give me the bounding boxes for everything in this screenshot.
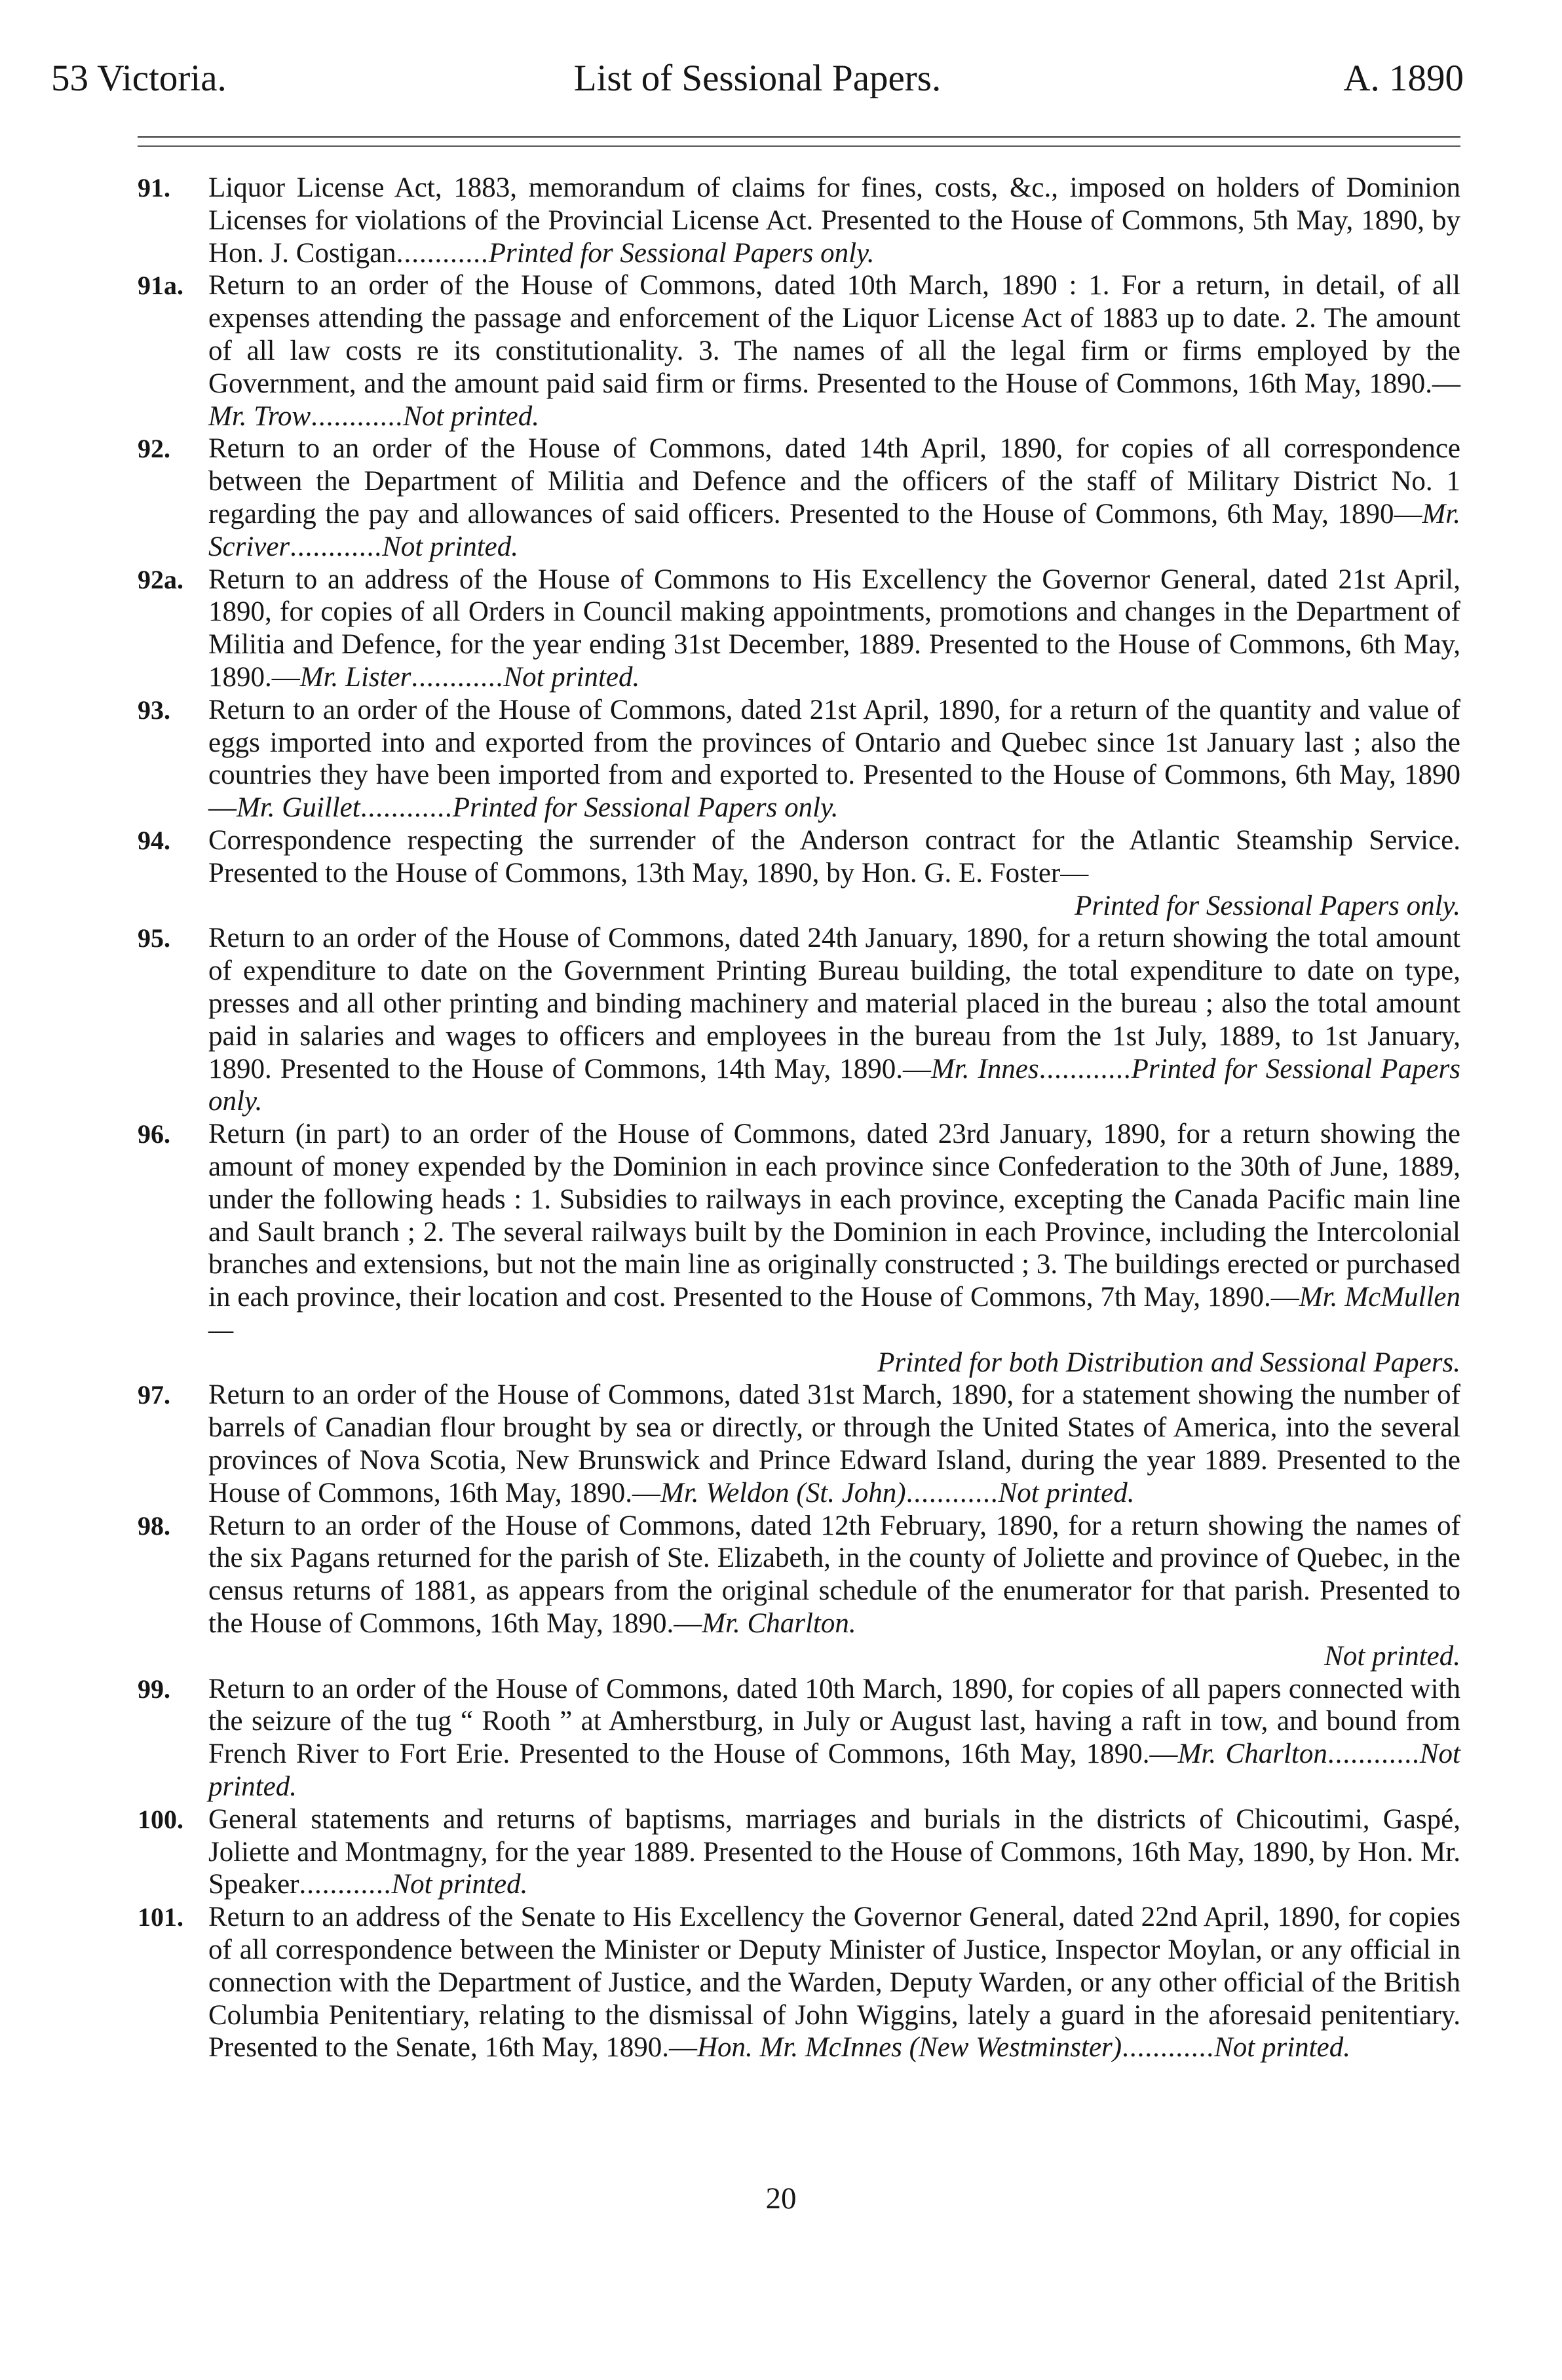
paper-status-note: Printed for Sessional Papers only. [1075, 890, 1460, 921]
paper-entry [138, 564, 1460, 694]
paper-mover: Mr. Guillet [237, 792, 360, 824]
paper-entry [138, 922, 1460, 1118]
paper-entry [138, 1379, 1460, 1509]
paper-entry [138, 172, 1460, 269]
paper-mover: Mr. Innes [930, 1053, 1039, 1084]
paper-entry [138, 1673, 1460, 1803]
leader-dots: ............ [396, 237, 489, 269]
paper-number: 93. [138, 695, 170, 725]
leader-dots: ............ [1122, 2032, 1215, 2063]
paper-status-note: Printed for Sessional Papers only. [208, 1053, 1460, 1117]
paper-status-note: Printed for both Distribution and Sessional Papers. [877, 1347, 1460, 1378]
leader-dots: ............ [311, 400, 404, 432]
paper-status-note: Not printed. [403, 400, 539, 432]
paper-description: Return to an order of the House of Commons, dated 24th January, 1890, for a return showing the total amount of expenditure to date on the Government Printing Bureau building, the total expenditure to date on type, presses and all other printing and binding machinery and material placed in the bureau ; also the total amount paid in salaries and wages to officers and employees in the bureau from the 1st July, 1889, to 1st January, 1890. Presented to the House of Commons, 14th May, 1890.— [208, 923, 1460, 1084]
paper-mover: Mr. Charlton. [702, 1608, 856, 1640]
leader-dots: ............ [299, 1869, 392, 1900]
paper-mover: Mr. McMullen— [208, 1282, 1460, 1345]
paper-number: 96. [138, 1119, 170, 1149]
header-rule-bottom [138, 145, 1460, 147]
paper-mover: Mr. Lister [299, 661, 411, 693]
paper-number: 97. [138, 1380, 170, 1410]
leader-dots: ............ [360, 792, 453, 824]
paper-description: Correspondence respecting the surrender of the Anderson contract for the Atlantic Steamship Service. Presented to the House of Commons, 13th May, 1890, by Hon. G. E. Foster— [208, 824, 1460, 889]
paper-status-note: Not printed. [503, 661, 640, 693]
header-rule-top [138, 136, 1460, 138]
paper-mover: Mr. Trow [208, 400, 311, 432]
paper-status-note: Not printed. [382, 531, 519, 562]
paper-mover: Mr. Charlton [1177, 1738, 1327, 1770]
leader-dots: ............ [1038, 1053, 1132, 1084]
paper-mover: Mr. Weldon (St. John) [660, 1477, 906, 1508]
paper-entry [138, 694, 1460, 824]
page-number: 20 [765, 2181, 797, 2216]
paper-description: Return to an order of the House of Commons, dated 12th February, 1890, for a return showing the names of the six Pagans returned for the parish of Ste. Elizabeth, in the county of Joliette and province of Quebec, in the census returns of 1881, as appears from the original schedule of the enumerator for that parish. Presented to the House of Commons, 16th May, 1890.— [208, 1510, 1460, 1640]
paper-number: 91a. [138, 271, 183, 301]
paper-description: Return to an order of the House of Commons, dated 31st March, 1890, for a statement showing the number of barrels of Canadian flour brought by sea or directly, or through the United States of America, into the several provinces of Nova Scotia, New Brunswick and Prince Edward Island, during the year 1889. Presented to the House of Commons, 16th May, 1890.— [208, 1379, 1460, 1508]
paper-description: Return to an order of the House of Commons, dated 14th April, 1890, for copies of all correspondence between the Department of Militia and Defence and the officers of the staff of Military District No. 1 regarding the pay and allowances of said officers. Presented to the House of Commons, 6th May, 1890— [208, 433, 1460, 529]
paper-status-note: Printed for Sessional Papers only. [452, 792, 839, 824]
paper-number: 101. [138, 1902, 183, 1932]
paper-entry [138, 1901, 1460, 2064]
leader-dots: ............ [411, 661, 504, 693]
paper-number: 91. [138, 173, 170, 202]
paper-status-note: Not printed. [208, 1738, 1460, 1803]
paper-entry [138, 1118, 1460, 1379]
header-session: 53 Victoria. [51, 58, 227, 99]
paper-description: Liquor License Act, 1883, memorandum of claims for fines, costs, &c., imposed on holders of Dominion Licenses for violations of the Provincial License Act. Presented to the House of Commons, 5th May, 1890, by Hon. J. Costigan [208, 172, 1460, 269]
paper-number: 98. [138, 1510, 170, 1541]
leader-dots: ............ [290, 531, 383, 562]
paper-number: 99. [138, 1674, 170, 1704]
paper-mover: Hon. Mr. McInnes (New Westminster) [697, 2032, 1122, 2063]
paper-description: Return to an order of the House of Commons, dated 10th March, 1890 : 1. For a return, in detail, of all expenses attending the passage and enforcement of the Liquor License Act of 1883 up to date. 2. The amount of all law costs re its constitutionality. 3. The names of all the legal firm or firms employed by the Government, and the amount paid said firm or firms. Presented to the House of Commons, 16th May, 1890.— [208, 270, 1460, 399]
leader-dots: ............ [905, 1477, 999, 1508]
paper-description: Return to an address of the Senate to His Excellency the Governor General, dated 22nd April, 1890, for copies of all correspondence between the Minister or Deputy Minister of Justice, Inspector Moylan, or any official in connection with the Department of Justice, and the Warden, Deputy Warden, or any other official of the British Columbia Penitentiary, relating to the dismissal of John Wiggins, lately a guard in the aforesaid penitentiary. Presented to the Senate, 16th May, 1890.— [208, 1902, 1460, 2063]
paper-status-note: Not printed. [1214, 2032, 1350, 2063]
header-title: List of Sessional Papers. [573, 58, 942, 99]
page-header [51, 46, 1464, 111]
paper-number: 94. [138, 825, 170, 855]
sessional-papers-list [138, 172, 1460, 2064]
paper-mover: Mr. Scriver [208, 498, 1460, 562]
paper-description: General statements and returns of baptisms, marriages and burials in the districts of Chicoutimi, Gaspé, Joliette and Montmagny, for the year 1889. Presented to the House of Commons, 16th May, 1890, by Hon. Mr. Speaker [208, 1803, 1460, 1900]
paper-status-note: Not printed. [998, 1477, 1135, 1508]
paper-description: Return (in part) to an order of the House of Commons, dated 23rd January, 1890, for a return showing the amount of money expended by the Dominion in each province since Confederation to the 30th of June, 1889, under the following heads : 1. Subsidies to railways in each province, excepting the Canada Pacific main line and Sault branch ; 2. The several railways built by the Dominion in each Province, including the Intercolonial branches and extensions, but not the main line as originally constructed ; 3. The buildings erected or purchased in each province, their location and cost. Presented to the House of Commons, 7th May, 1890.— [208, 1119, 1460, 1313]
header-year: A. 1890 [1343, 58, 1464, 99]
paper-description: Return to an order of the House of Commons, dated 10th March, 1890, for copies of all papers connected with the seizure of the tug “ Rooth ” at Amherstburg, in July or August last, having a raft in tow, and bound from French River to Fort Erie. Presented to the House of Commons, 16th May, 1890.— [208, 1673, 1460, 1770]
paper-number: 100. [138, 1804, 183, 1834]
paper-entry [138, 432, 1460, 563]
paper-number: 95. [138, 923, 170, 953]
paper-entry [138, 269, 1460, 432]
paper-entry [138, 1510, 1460, 1673]
paper-status-note: Printed for Sessional Papers only. [488, 237, 875, 269]
paper-description: Return to an order of the House of Commons, dated 21st April, 1890, for a return of the quantity and value of eggs imported into and exported from the provinces of Ontario and Quebec since 1st January last ; also the countries they have been imported from and exported to. Presented to the House of Commons, 6th May, 1890— [208, 694, 1460, 824]
paper-status-note: Not printed. [1324, 1640, 1460, 1672]
paper-entry [138, 824, 1460, 922]
leader-dots: ............ [1327, 1738, 1420, 1770]
paper-number: 92. [138, 434, 170, 464]
paper-number: 92a. [138, 564, 183, 594]
paper-entry [138, 1803, 1460, 1901]
paper-status-note: Not printed. [391, 1869, 528, 1900]
paper-description: Return to an address of the House of Commons to His Excellency the Governor General, dated 21st April, 1890, for copies of all Orders in Council making appointments, promotions and changes in the Department of Militia and Defence, for the year ending 31st December, 1889. Presented to the House of Commons, 6th May, 1890.— [208, 564, 1460, 693]
